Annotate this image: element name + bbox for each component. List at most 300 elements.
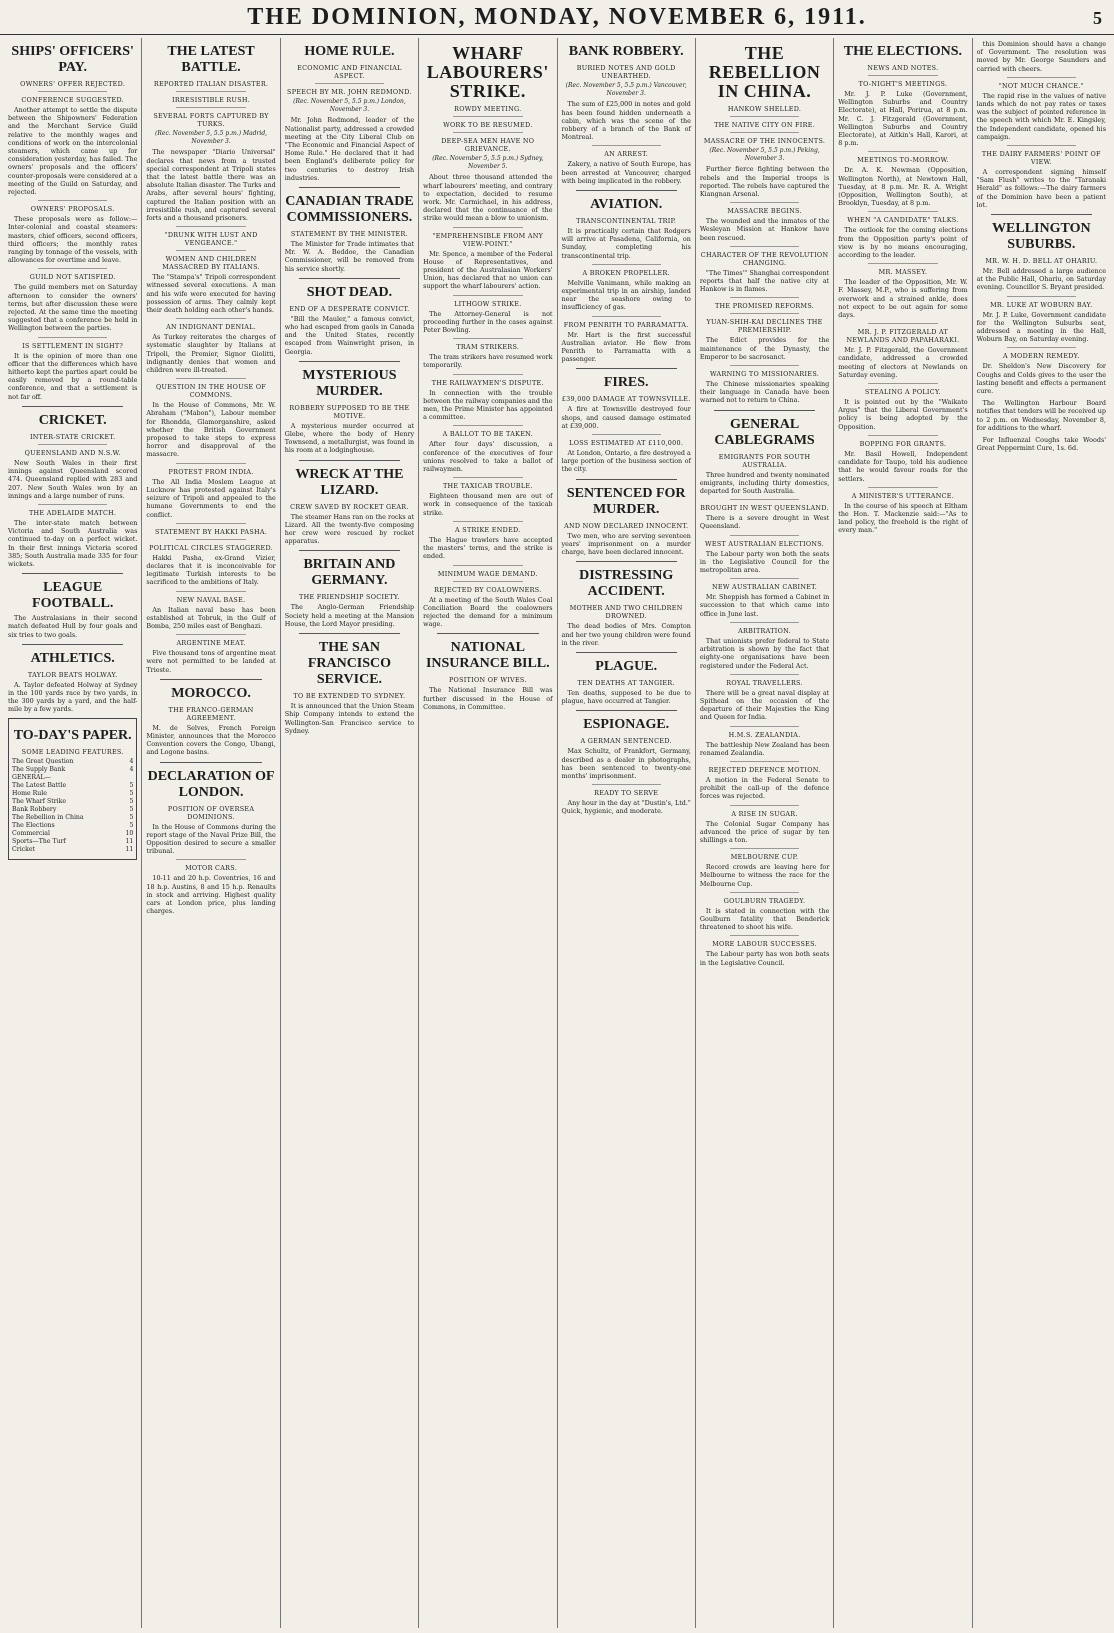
article-subheading: POSITION OF WIVES. bbox=[448, 676, 527, 685]
article-subheading: OWNERS' OFFER REJECTED. bbox=[20, 80, 126, 88]
box-headline: TO-DAY'S PAPER. bbox=[13, 727, 132, 743]
feature-name: The Wharf Strike bbox=[12, 797, 67, 805]
sub-divider bbox=[868, 323, 937, 324]
article-body: Mr. Sheppish has formed a Cabinet in succession to that which came into office in June last. bbox=[699, 593, 830, 618]
article bbox=[8, 406, 137, 500]
article-headline: LEAGUE FOOTBALL. bbox=[32, 580, 114, 612]
article-headline: THE LATEST BATTLE. bbox=[167, 44, 255, 75]
sub-divider bbox=[1007, 145, 1076, 146]
article-body: There will be a great naval display at Spithead on the occasion of the departure of their Majesties the King and Queen for India. bbox=[699, 688, 830, 722]
column-3 bbox=[281, 38, 419, 1628]
sub-divider bbox=[176, 107, 245, 108]
feature-page: 11 bbox=[125, 837, 134, 845]
article-body: "Bill the Mauler," a famous convict, who had escaped from gaols in Canada and the United States, recently escaped from Wainwright prison, in Georgia. bbox=[284, 314, 415, 356]
article-subheading: SEVERAL FORTS CAPTURED BY TURKS. bbox=[153, 112, 269, 128]
article-body: The rapid rise in the values of native lands which do not pay rates or taxes was the subject of pointed reference in the speech with which Mr. E. Kingsley, the Independent candidate, opened his campaign. bbox=[976, 91, 1106, 141]
article bbox=[838, 487, 967, 535]
features-list bbox=[12, 758, 133, 854]
article bbox=[423, 374, 552, 422]
article-subheading: ROWDY MEETING. bbox=[454, 105, 522, 113]
article-body: Mr. J. P. Luke (Government, Wellington Suburbs and Country Electorate), at Hall, Porirua, at 8 p.m. Mr. C. J. Fitzgerald (Government, Wellington Suburbs and Country Electorate), at Aitkin's Hall, Karori, at 8 p.m. bbox=[838, 90, 968, 148]
article-subheading: ECONOMIC AND FINANCIAL ASPECT. bbox=[297, 64, 402, 80]
article-body: The Edict provides for the maintenance of the Dynasty, the Emperor to be sacrosanct. bbox=[699, 336, 830, 361]
article-body: Mr. J. P. Luke, Government candidate for the Wellington Suburbs seat, addressed a meeting in the Hall, Woburn Bay, on Saturday evening. bbox=[976, 310, 1106, 344]
feature-page: 5 bbox=[129, 821, 134, 829]
article-body: These proposals were as follow:— Inter-colonial and coastal steamers: masters, chief officers, second officers, third officers; the monthly rates ranging by tonnage of the vessels, with allowances for overtime and leave. bbox=[8, 215, 138, 265]
article-body: Two men, who are serving seventeen years' imprisonment on a murder charge, have been declared innocent. bbox=[561, 531, 691, 557]
sub-divider bbox=[868, 151, 937, 152]
sub-divider bbox=[1007, 77, 1076, 78]
feature-name: Sports—The Turf bbox=[12, 837, 66, 845]
article-body: The Labour party won both the seats in the Legislative Council for the metropolitan area. bbox=[699, 549, 830, 575]
column-8 bbox=[973, 38, 1110, 1628]
column-5 bbox=[558, 38, 696, 1628]
article-dateline: (Rec. November 5, 5.5 p.m.) Sydney, November 5. bbox=[432, 155, 544, 171]
feature-item bbox=[12, 782, 133, 790]
sub-divider bbox=[730, 761, 799, 762]
feature-name: Commercial bbox=[12, 829, 50, 837]
sub-divider bbox=[730, 848, 799, 849]
article-headline: ESPIONAGE. bbox=[583, 717, 670, 733]
sub-divider bbox=[730, 622, 799, 623]
article bbox=[146, 44, 275, 222]
article-subheading: "EMPREHENSIBLE FROM ANY VIEW-POINT." bbox=[432, 231, 544, 248]
article-subheading: HANKOW SHELLED. bbox=[727, 105, 802, 113]
article-subheading: A BROKEN PROPELLER. bbox=[582, 268, 670, 277]
article-subheading: FROM PENRITH TO PARRAMATTA. bbox=[563, 320, 689, 329]
article bbox=[700, 202, 829, 242]
article bbox=[838, 211, 967, 259]
article bbox=[285, 278, 414, 356]
article-body: The Australasians in their second match defeated Hull by four goals and six tries to two goals. bbox=[8, 614, 138, 639]
sub-divider bbox=[176, 591, 245, 592]
article-body: At London, Ontario, a fire destroyed a large portion of the business section of the city. bbox=[561, 449, 691, 474]
feature-page: 5 bbox=[129, 805, 134, 813]
article-dateline: (Rec. November 5, 5.5 p.m.) Vancouver, November 3. bbox=[565, 82, 687, 98]
article bbox=[423, 227, 552, 291]
sub-divider bbox=[453, 295, 522, 296]
sub-divider bbox=[453, 338, 522, 339]
article-body: At a meeting of the South Wales Coal Conciliation Board the coalowners rejected the demand for a minimum wage. bbox=[423, 595, 553, 629]
article-subheading: £39,000 DAMAGE AT TOWNSVILLE. bbox=[561, 395, 691, 404]
article-body: The guild members met on Saturday afternoon to consider the owners' terms, but after discussion these were rejected. At the same time the meeting suggested that a conference be held in Wellington between the parties. bbox=[8, 283, 138, 333]
article-body: Mr. John Redmond, leader of the Nationalist party, addressed a crowded meeting at the City Liberal Club on "The Economic and Financial Aspect of Home Rule." He declared that it had been England's deliberate policy for two centuries to destroy Irish industries. bbox=[284, 116, 415, 182]
article-headline: PLAGUE. bbox=[595, 658, 658, 674]
article bbox=[562, 784, 691, 815]
article-body: The Colonial Sugar Company has advanced the price of sugar by ten shillings a ton. bbox=[699, 819, 830, 844]
article-subheading: CREW SAVED BY ROCKET GEAR. bbox=[290, 502, 409, 511]
article bbox=[423, 633, 552, 711]
article-body: Another attempt to settle the dispute between the Shipowners' Federation and the Merchant Service Guild relative to the monthly wages and conditions of work on the intercolonial steamers, which came up for consideration yesterday, has failed. The owners' proposals and the officers' counter-proposals were considered at a meeting of the Guild on Saturday, and rejected. bbox=[8, 106, 138, 197]
article-body: It is stated in connection with the Goulburn fatality that Benderick threatened to shoot his wife. bbox=[699, 906, 830, 932]
article-subheading: MEETINGS TO-MORROW. bbox=[857, 156, 949, 165]
feature-page: 11 bbox=[125, 845, 134, 853]
feature-name: The Elections bbox=[12, 821, 55, 829]
article-body: Dr. A. K. Newman (Opposition, Wellington North), at Newtown Hall, Tuesday, at 8 p.m. Mr. R. A. Wright (Opposition, Wellington South), at Brooklyn, Tuesday, at 8 p.m. bbox=[838, 166, 968, 208]
article-body: It is the opinion of more than one officer that the differences which have hitherto kept the parties apart could be easily removed by a round-table conference, and that a settlement is not far off. bbox=[8, 351, 138, 401]
article-subheading: MINIMUM WAGE DEMAND. bbox=[437, 569, 538, 578]
sub-divider bbox=[730, 892, 799, 893]
article-headline: CRICKET. bbox=[38, 412, 107, 428]
article-body: A. Taylor defeated Holway at Sydney in the 100 yards race by two yards, in the 300 yards by a yard, and the half-mile by a few yards. bbox=[8, 680, 138, 714]
article-subheading: BOPPING FOR GRANTS. bbox=[859, 439, 947, 448]
article-subheading: BURIED NOTES AND GOLD UNEARTHED. bbox=[576, 64, 676, 80]
article-body: Mr. Bell addressed a large audience at the Public Hall, Ohariu, on Saturday evening. Councillor S. Bryant presided. bbox=[976, 267, 1106, 292]
article-subheading: MR. MASSEY. bbox=[878, 268, 928, 277]
divider-rule bbox=[160, 762, 261, 763]
sub-divider bbox=[730, 499, 799, 500]
article-body: The "Stampa's" Tripoli correspondent witnessed several executions. A man and his wife were executed for having possession of arms. They calmly kept their death holding each other's hands. bbox=[146, 273, 276, 315]
article bbox=[285, 550, 414, 628]
sub-divider bbox=[730, 246, 799, 247]
sub-divider bbox=[38, 337, 107, 338]
article bbox=[285, 44, 414, 182]
article-body: "The Times'" Shanghai correspondent reports that half the native city at Hankow is in flames. bbox=[699, 268, 830, 294]
divider-rule bbox=[576, 710, 677, 711]
sub-divider bbox=[453, 565, 522, 566]
feature-page: 5 bbox=[129, 813, 134, 821]
article bbox=[838, 263, 967, 319]
box-subheading: SOME LEADING FEATURES. bbox=[21, 747, 124, 756]
article-subheading: MASSACRE OF THE INNOCENTS. bbox=[703, 137, 826, 145]
article-headline: NATIONAL INSURANCE BILL. bbox=[425, 640, 550, 672]
article-subheading: A STRIKE ENDED. bbox=[455, 525, 521, 534]
article-subheading: ROYAL TRAVELLERS. bbox=[726, 678, 803, 687]
article-subheading: NEWS AND NOTES. bbox=[867, 64, 939, 72]
sub-divider bbox=[453, 132, 522, 133]
article-body: The leader of the Opposition, Mr. W. F. Massey, M.P., who is suffering from overwork and a strained ankle, does not expect to be out again for some days. bbox=[838, 278, 968, 320]
article bbox=[562, 479, 691, 557]
divider-rule bbox=[576, 561, 677, 562]
article-subheading: REPORTED ITALIAN DISASTER. bbox=[153, 80, 269, 88]
article-body: The battleship New Zealand has been renamed Zealandia. bbox=[699, 740, 830, 757]
article-subheading: GUILD NOT SATISFIED. bbox=[29, 273, 116, 282]
feature-page: 5 bbox=[129, 789, 134, 797]
article-body: About three thousand attended the wharf labourers' meeting, and contrary to expectation, decided to resume work. Mr. Carmichael, in his address, declared that the continuance of the strike would mean a blow to unionism. bbox=[423, 173, 553, 223]
article-dateline: (Rec. November 5, 5.5 p.m.) Peking, November 3. bbox=[709, 147, 820, 163]
article-body: Dr. Sheldon's New Discovery for Coughs and Colds gives to the user the lasting benefit and effects a permanent cure. bbox=[976, 362, 1106, 396]
article-body: It is announced that the Union Steam Ship Company intends to extend the Wellington-San Francisco service to Sydney. bbox=[284, 702, 415, 735]
article-headline: WRECK AT THE LIZARD. bbox=[295, 466, 404, 498]
article-subheading: NEW AUSTRALIAN CABINET. bbox=[711, 583, 818, 592]
article bbox=[146, 859, 275, 915]
sub-divider bbox=[453, 227, 522, 228]
article-subheading: REJECTED BY COALOWNERS. bbox=[434, 585, 542, 594]
article bbox=[8, 337, 137, 401]
article-body: The National Insurance Bill was further discussed in the House of Commons, in Committee. bbox=[423, 686, 553, 711]
article bbox=[838, 44, 967, 147]
article bbox=[423, 477, 552, 517]
article-body: New South Wales in their first innings against Queensland scored 474. Queensland replied with 283 and 207. New South Wales won by an innings and a large number of runs. bbox=[8, 458, 138, 500]
sub-divider bbox=[730, 726, 799, 727]
feature-item bbox=[12, 758, 133, 766]
article bbox=[700, 365, 829, 405]
article-body: Hakki Pasha, ex-Grand Vizier, declares that it is inconceivable for legitimate Turkish interests to be sacrificed to the ambitions of Italy. bbox=[146, 553, 276, 587]
column-4 bbox=[419, 38, 557, 1628]
article bbox=[977, 399, 1106, 432]
article-body: Zakery, a native of South Europe, has been arrested at Vancouver, charged with being implicated in the robbery. bbox=[561, 160, 691, 185]
article-subheading: A BALLOT TO BE TAKEN. bbox=[442, 430, 533, 439]
article-subheading: WARNING TO MISSIONARIES. bbox=[710, 370, 820, 379]
sub-divider bbox=[730, 578, 799, 579]
feature-name: Bank Robbery bbox=[12, 805, 57, 813]
article bbox=[700, 622, 829, 670]
article bbox=[146, 762, 275, 856]
sub-divider bbox=[176, 634, 245, 635]
article bbox=[8, 504, 137, 568]
article-subheading: STATEMENT BY THE MINISTER. bbox=[290, 230, 408, 239]
article-body: The Chinese missionaries speaking their language in Canada have been warned not to return to China. bbox=[699, 380, 830, 405]
feature-name: Cricket bbox=[12, 845, 36, 853]
sub-divider bbox=[38, 200, 107, 201]
article-subheading: CHARACTER OF THE REVOLUTION CHANGING. bbox=[700, 250, 829, 267]
column-1 bbox=[4, 38, 142, 1628]
article-subheading: SPEECH BY MR. JOHN REDMOND. bbox=[287, 88, 412, 96]
article bbox=[700, 535, 829, 575]
sub-divider bbox=[453, 477, 522, 478]
article bbox=[700, 499, 829, 530]
feature-page: 4 bbox=[129, 757, 134, 765]
article-body: The Minister for Trade intimates that Mr. W. A. Beddoe, the Canadian Commissioner, will be removed from his service shortly. bbox=[284, 240, 415, 273]
article bbox=[423, 44, 552, 223]
article-subheading: H.M.S. ZEALANDIA. bbox=[728, 730, 801, 739]
sub-divider bbox=[730, 805, 799, 806]
article-body: Mr. Spence, a member of the Federal House of Representatives, and president of the Australasian Workers' Union, has declared that no union can support the wharf labourers' action. bbox=[423, 249, 553, 291]
feature-page: 5 bbox=[129, 797, 134, 805]
article bbox=[977, 436, 1106, 452]
article bbox=[977, 40, 1106, 73]
article-body: Record crowds are leaving here for Melbourne to witness the race for the Melbourne Cup. bbox=[699, 863, 830, 888]
article-subheading: OWNERS' PROPOSALS. bbox=[30, 205, 115, 214]
divider-rule bbox=[160, 679, 261, 680]
sub-divider bbox=[592, 434, 661, 435]
article bbox=[562, 316, 691, 364]
article-subheading: A MODERN REMEDY. bbox=[1002, 352, 1080, 361]
article bbox=[700, 935, 829, 966]
sub-divider bbox=[592, 264, 661, 265]
article bbox=[700, 805, 829, 845]
article-headline: HOME RULE. bbox=[304, 44, 395, 59]
article bbox=[146, 523, 275, 587]
column-2 bbox=[142, 38, 280, 1628]
article-body: The sum of £25,000 in notes and gold has been found hidden underneath a cabin, which was the scene of the robbery of a branch of the Bank of Montreal. bbox=[561, 100, 691, 142]
sub-divider bbox=[38, 504, 107, 505]
article-subheading: THE FRIENDSHIP SOCIETY. bbox=[299, 593, 400, 602]
article-body: There is a severe drought in West Queensland. bbox=[699, 514, 830, 531]
article bbox=[700, 761, 829, 801]
article bbox=[146, 679, 275, 757]
article bbox=[562, 190, 691, 260]
article-subheading: MR. LUKE AT WOBURN BAY. bbox=[990, 300, 1093, 309]
sub-divider bbox=[730, 365, 799, 366]
sub-divider bbox=[176, 318, 245, 319]
article-subheading: MORE LABOUR SUCCESSES. bbox=[712, 940, 817, 949]
feature-item bbox=[12, 830, 133, 838]
article-subheading: THE TAXICAB TROUBLE. bbox=[442, 482, 533, 491]
article bbox=[562, 561, 691, 647]
feature-item bbox=[12, 766, 133, 774]
article-subheading: END OF A DESPERATE CONVICT. bbox=[289, 304, 410, 313]
feature-item bbox=[12, 806, 133, 814]
article-body: The All India Moslem League at Lucknow has protested against Italy's seizure of Tripoli and appealed to the humane Governments to end the conflict. bbox=[146, 477, 276, 519]
article-body: The Wellington Harbour Board notifies that tenders will be received up to 2 p.m. on Wednesday, November 8, for additions to the wharf. bbox=[976, 399, 1106, 432]
sub-divider bbox=[453, 521, 522, 522]
article bbox=[285, 187, 414, 273]
article-subheading: MR. J. P. FITZGERALD AT NEWLANDS AND PAPAHARAKI. bbox=[846, 328, 960, 345]
article-subheading: POLITICAL CIRCLES STAGGERED. bbox=[149, 543, 274, 552]
article-headline: GENERAL CABLEGRAMS bbox=[714, 416, 815, 448]
article-body: Mr. Basil Howell, Independent candidate for Taupo, told his audience that he would favour roads for the settlers. bbox=[838, 449, 968, 483]
article bbox=[146, 634, 275, 674]
article-body: Eighteen thousand men are out of work in consequence of the taxicab strike. bbox=[423, 492, 553, 517]
article-subheading: AN ARREST. bbox=[604, 150, 649, 159]
article-subheading: ARBITRATION. bbox=[738, 626, 791, 635]
article-subheading: WHEN "A CANDIDATE" TALKS. bbox=[847, 216, 959, 225]
divider-rule bbox=[299, 361, 400, 362]
article-subheading: STATEMENT BY HAKKI PASHA. bbox=[154, 527, 268, 536]
sub-divider bbox=[592, 784, 661, 785]
sub-divider bbox=[868, 435, 937, 436]
article bbox=[8, 268, 137, 332]
feature-item bbox=[12, 838, 133, 846]
divider-rule bbox=[576, 652, 677, 653]
sub-divider bbox=[730, 116, 799, 117]
article-body: Ten deaths, supposed to be due to plague, have occurred at Tangier. bbox=[561, 688, 691, 706]
article bbox=[423, 338, 552, 369]
article-body: Five thousand tons of argentine meat were not permitted to be landed at Trieste. bbox=[146, 649, 276, 674]
article bbox=[700, 892, 829, 932]
sub-divider bbox=[1007, 296, 1076, 297]
sub-divider bbox=[868, 383, 937, 384]
article bbox=[562, 368, 691, 430]
article bbox=[8, 200, 137, 264]
sub-divider bbox=[453, 116, 522, 117]
article bbox=[285, 633, 414, 735]
article-headline: DECLARATION OF LONDON. bbox=[147, 768, 275, 800]
article bbox=[700, 726, 829, 757]
sub-divider bbox=[176, 378, 245, 379]
sub-divider bbox=[38, 91, 107, 92]
article bbox=[423, 565, 552, 629]
feature-item bbox=[12, 846, 133, 854]
article-headline: MOROCCO. bbox=[171, 685, 251, 701]
article-body: The Labour party has won both seats in the Legislative Council. bbox=[699, 950, 830, 967]
article bbox=[285, 460, 414, 546]
article-subheading: TRANSCONTINENTAL TRIP. bbox=[576, 217, 677, 226]
sub-divider bbox=[730, 674, 799, 675]
article-subheading: POSITION OF OVERSEA DOMINIONS. bbox=[167, 804, 255, 821]
article-subheading: TRAM STRIKERS. bbox=[456, 343, 520, 352]
article-body: 10-11 and 20 h.p. Coventries, 16 and 18 h.p. Austins, 8 and 15 h.p. Renaults in stock and arriving. Highest quality cars at London price, plus landing charges. bbox=[146, 874, 276, 916]
sub-divider bbox=[176, 91, 245, 92]
masthead bbox=[0, 0, 1114, 35]
article-subheading: "DRUNK WITH LUST AND VENGEANCE." bbox=[164, 231, 258, 248]
article bbox=[838, 323, 967, 379]
feature-item bbox=[12, 790, 133, 798]
article-subheading: MOTHER AND TWO CHILDREN DROWNED. bbox=[569, 604, 683, 621]
article bbox=[423, 425, 552, 473]
divider-rule bbox=[576, 368, 677, 369]
article-subheading: IRRESISTIBLE RUSH. bbox=[172, 96, 251, 104]
divider-rule bbox=[299, 278, 400, 279]
article-headline: BRITAIN AND GERMANY. bbox=[303, 557, 396, 589]
article-subheading: REJECTED DEFENCE MOTION. bbox=[708, 765, 821, 774]
article-body: The inter-state match between Victoria and South Australia was continued to-day on a perfect wicket. In their first innings Victoria scored 385; South Australia made 335 for four wickets. bbox=[8, 518, 138, 568]
article-subheading: DEEP-SEA MEN HAVE NO GRIEVANCE. bbox=[441, 137, 535, 153]
article-body: That unionists prefer federal to State arbitration is shown by the fact that eighty-one organisations have been registered under the Federal Act. bbox=[699, 636, 830, 670]
feature-page: 10 bbox=[125, 829, 134, 837]
feature-item bbox=[12, 822, 133, 830]
article bbox=[977, 145, 1106, 209]
article-headline: BANK ROBBERY. bbox=[568, 44, 684, 59]
article-headline: WHARF LABOURERS' STRIKE. bbox=[426, 43, 549, 101]
sub-divider bbox=[176, 523, 245, 524]
article-subheading: A MINISTER'S UTTERANCE. bbox=[851, 491, 955, 500]
article-subheading: MELBOURNE CUP. bbox=[730, 853, 799, 862]
article-dateline: (Rec. November 5, 5.5 p.m.) Madrid, November 3. bbox=[155, 130, 268, 146]
article-headline: MYSTERIOUS MURDER. bbox=[302, 367, 397, 399]
article bbox=[562, 652, 691, 705]
article-subheading: CONFERENCE SUGGESTED. bbox=[21, 96, 125, 104]
divider-rule bbox=[714, 410, 815, 411]
article-subheading: EMIGRANTS FOR SOUTH AUSTRALIA. bbox=[718, 452, 811, 469]
article bbox=[838, 151, 967, 207]
sub-divider bbox=[176, 539, 245, 540]
article-subheading: AN INDIGNANT DENIAL. bbox=[166, 323, 257, 332]
feature-name: The Rebellion in China bbox=[12, 813, 84, 821]
sub-divider bbox=[868, 263, 937, 264]
sub-divider bbox=[730, 297, 799, 298]
article-body: Mr. J. P. Fitzgerald, the Government candidate, addressed a crowded meeting of electors at Newlands on Saturday evening. bbox=[838, 346, 968, 379]
divider-rule bbox=[576, 479, 677, 480]
article-headline: FIRES. bbox=[603, 375, 649, 391]
article bbox=[700, 848, 829, 888]
article-headline: DISTRESSING ACCIDENT. bbox=[579, 568, 674, 600]
article-subheading: "NOT MUCH CHANCE." bbox=[998, 81, 1084, 90]
sub-divider bbox=[176, 226, 245, 227]
article-subheading: YUAN-SHIH-KAI DECLINES THE PREMIERSHIP. bbox=[706, 318, 823, 335]
article-subheading: THE FRANCO-GERMAN AGREEMENT. bbox=[168, 705, 254, 722]
article-subheading: TO BE EXTENDED TO SYDNEY. bbox=[293, 692, 406, 701]
article-headline: AVIATION. bbox=[590, 197, 663, 213]
column-7 bbox=[834, 38, 972, 1628]
sub-divider bbox=[592, 316, 661, 317]
article-body: An Italian naval base has been established at Tobruk, in the Gulf of Bomba, 250 miles east of Benghazi. bbox=[146, 605, 276, 630]
divider-rule bbox=[22, 573, 123, 574]
article bbox=[562, 145, 691, 185]
article-body: In the House of Commons, Mr. W. Abraham ("Mabon"), Labour member for Rhondda, Glamorganshire, asked whether the British Government proposed to take steps to express horror and disapproval of the massacre. bbox=[146, 401, 276, 459]
divider-rule bbox=[299, 550, 400, 551]
article-subheading: READY TO SERVE bbox=[594, 789, 659, 798]
sub-divider bbox=[453, 425, 522, 426]
columns-container bbox=[4, 38, 1110, 1628]
article bbox=[977, 77, 1106, 141]
article-body: The wounded and the inmates of the Wesleyan Mission at Hankow have been rescued. bbox=[699, 217, 830, 242]
sub-divider bbox=[315, 83, 384, 84]
feature-page: 4 bbox=[129, 765, 134, 773]
article-headline: ATHLETICS. bbox=[30, 650, 115, 666]
divider-rule bbox=[299, 187, 400, 188]
article-body: The Hague trawlers have accepted the masters' terms, and the strike is ended. bbox=[423, 535, 553, 561]
masthead-title: THE DOMINION, MONDAY, NOVEMBER 6, 1911. bbox=[247, 4, 867, 30]
article-headline: SHIPS' OFFICERS' PAY. bbox=[11, 44, 134, 75]
article-body: Three hundred and twenty nominated emigrants, including thirty domestics, departed for South Australia. bbox=[699, 470, 830, 496]
article-headline: WELLINGTON SUBURBS. bbox=[992, 221, 1091, 253]
article-body: In the course of his speech at Eltham the Hon. T. Mackenzie said:—"As to land policy, the freehold is the right of every man." bbox=[838, 501, 968, 535]
divider-rule bbox=[22, 406, 123, 407]
article-subheading: TEN DEATHS AT TANGIER. bbox=[577, 678, 675, 687]
sub-divider bbox=[38, 268, 107, 269]
